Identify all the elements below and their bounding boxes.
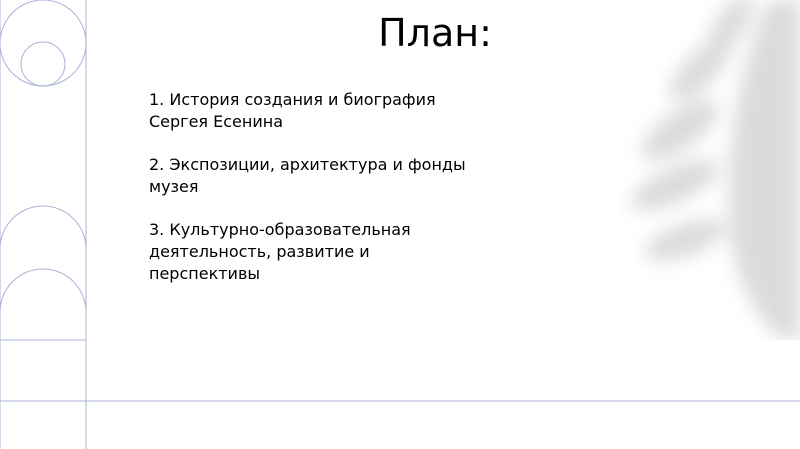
plan-item-1: 1. История создания и биография Сергея Есенина xyxy=(149,90,436,131)
plan-item-2: 2. Экспозиции, архитектура и фонды музея xyxy=(149,155,466,196)
plan-list xyxy=(149,89,479,306)
slide-title: План: xyxy=(378,11,492,55)
plan-item-3: 3. Культурно-образовательная деятельность, развитие и перспективы xyxy=(149,220,411,283)
